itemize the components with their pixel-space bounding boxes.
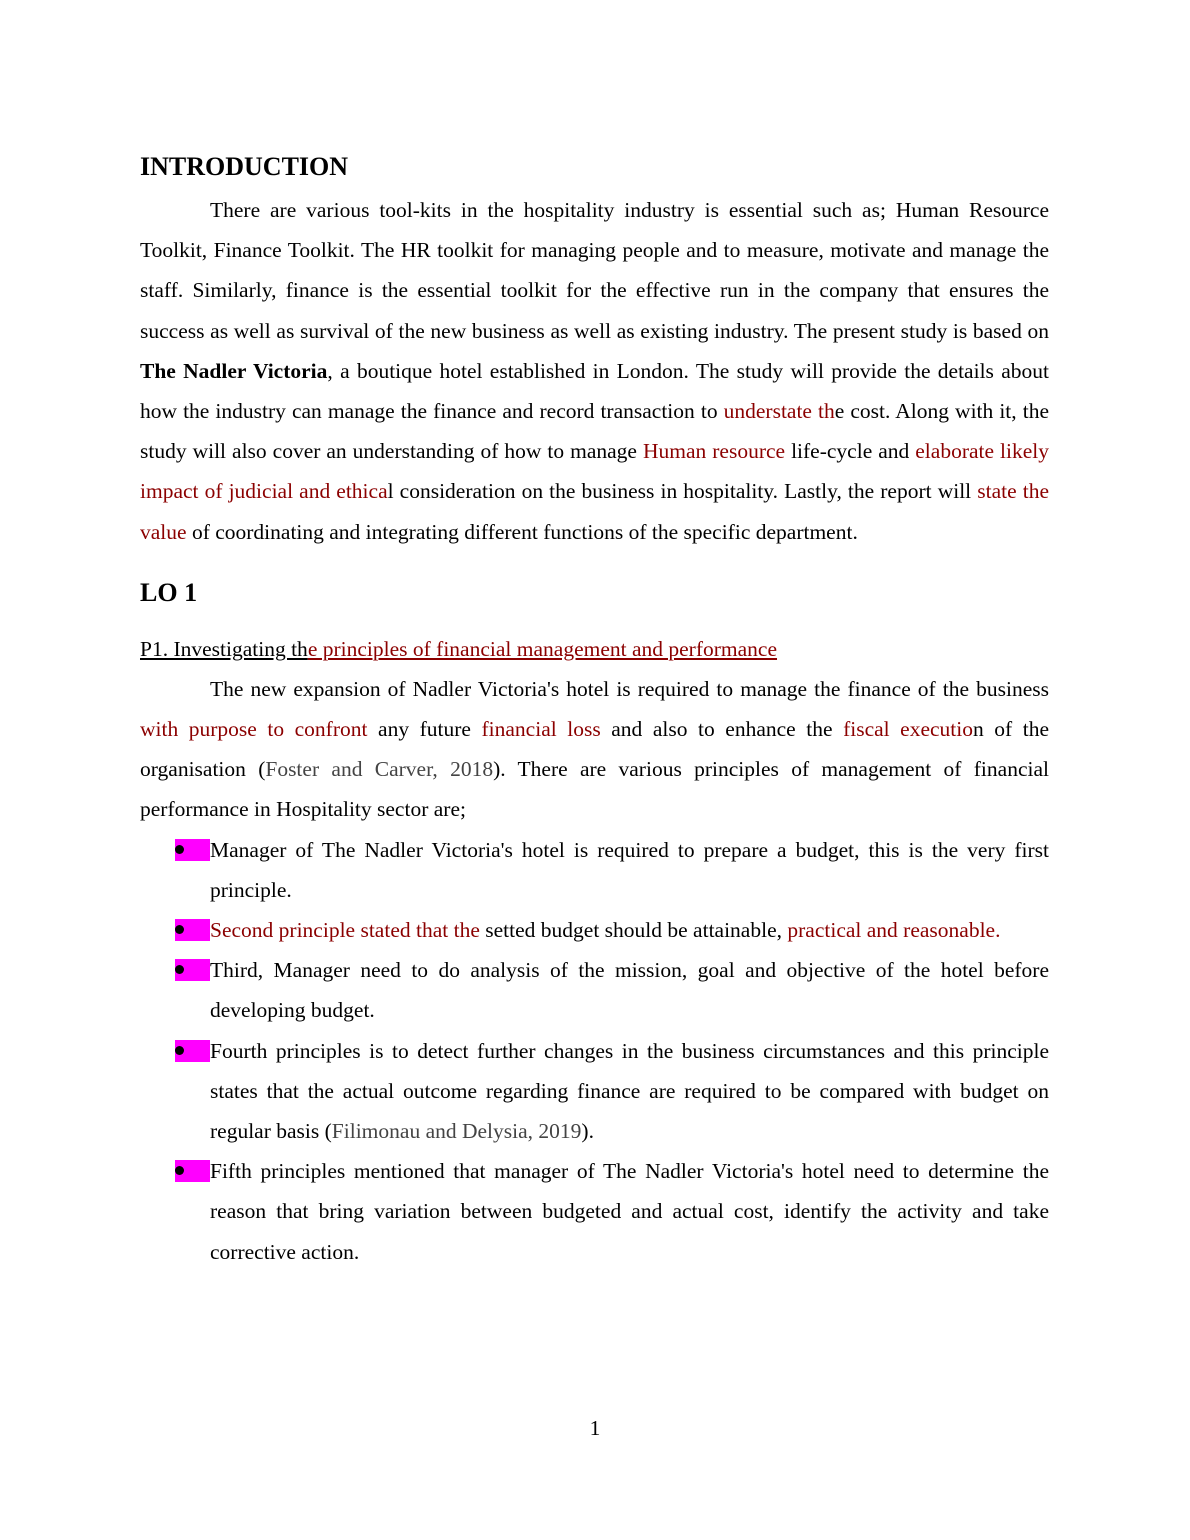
lo1-text-9: ). There are various principles of management of financial performance in Hospitality sector are; <box>140 757 1049 822</box>
intro-text-9: l consideration on the business in hospitality. Lastly, the report will <box>387 479 978 504</box>
intro-text-7: life-cycle and <box>785 439 916 464</box>
intro-revision-4: state the value <box>140 479 1049 544</box>
intro-text-11: of coordinating and integrating different functions of the specific department. <box>186 519 858 544</box>
bullet-icon <box>175 839 210 861</box>
bullet-4-citation: Filimonau and Delysia, 2019 <box>331 1119 582 1144</box>
p1-subheading-black: P1. Investigating th <box>140 636 308 661</box>
list-item <box>140 1031 1049 1152</box>
introduction-heading: INTRODUCTION <box>140 152 349 181</box>
principles-list <box>140 830 1049 1272</box>
bullet-2-text: setted budget should be attainable, <box>479 918 788 943</box>
bullet-2-revision-end: practical and reasonable. <box>787 918 1001 943</box>
intro-text-5: e cost. Along with it, the study will also cover an understanding of how to manage <box>140 399 1049 464</box>
lo1-revision-1: with purpose to confront <box>140 717 368 742</box>
list-item <box>140 910 1049 950</box>
lo1-text-1: The new expansion of Nadler Victoria's hotel is required to manage the finance of the business <box>210 676 1049 701</box>
lo1-revision-2: financial loss <box>481 717 601 742</box>
bullet-icon <box>175 919 210 941</box>
list-item <box>140 950 1049 1030</box>
bullet-4-end: ). <box>581 1119 594 1144</box>
page-content <box>140 148 1049 1272</box>
intro-revision-3: elaborate likely impact of judicial and ethica <box>140 439 1049 504</box>
bullet-text-1: Manager of The Nadler Victoria's hotel is required to prepare a budget, this is the very first principle. <box>210 837 1049 902</box>
intro-revision-1: understate th <box>723 399 835 424</box>
lo1-citation: Foster and Carver, 2018 <box>265 757 494 782</box>
p1-subheading-red: e principles of financial management and performance <box>307 636 778 661</box>
intro-text-1: There are various tool-kits in the hospitality industry is essential such as; Human Resource Toolkit, Finance Toolkit. The HR toolkit for managing people and to measure, motivate and manage the staff. Similarly, finance is the essential toolkit for the effective run in the company that ensures the success as well as survival of the new business as well as existing industry. The present study is based on <box>140 198 1049 343</box>
p1-subheading <box>140 634 1049 664</box>
lo1-revision-3: fiscal executio <box>843 717 973 742</box>
bullet-icon <box>175 1160 210 1182</box>
bullet-2-revision-start: Second principle stated that the <box>210 918 480 943</box>
lo1-text-3: any future <box>367 717 482 742</box>
lo1-heading: LO 1 <box>140 577 198 607</box>
lo1-paragraph <box>140 669 1049 830</box>
bullet-icon <box>175 959 210 981</box>
bullet-4-text: Fourth principles is to detect further changes in the business circumstances and this principle states that the actual outcome regarding finance are required to be compared with budget on regular basis ( <box>210 1038 1049 1144</box>
page-number: 1 <box>589 1416 601 1440</box>
list-item <box>140 1151 1049 1272</box>
list-item <box>140 830 1049 910</box>
lo1-text-7: n of the organisation ( <box>140 717 1050 782</box>
lo1-text-5: and also to enhance the <box>600 717 844 742</box>
introduction-paragraph <box>140 190 1049 552</box>
bullet-icon <box>175 1040 210 1062</box>
bullet-text-3: Third, Manager need to do analysis of the mission, goal and objective of the hotel before developing budget. <box>210 958 1049 1023</box>
hotel-name-bold: The Nadler Victoria <box>140 358 328 383</box>
bullet-text-5: Fifth principles mentioned that manager of The Nadler Victoria's hotel need to determine the reason that bring variation between budgeted and actual cost, identify the activity and take corrective action. <box>210 1159 1049 1264</box>
intro-text-3: , a boutique hotel established in London. The study will provide the details about how the industry can manage the finance and record transaction to <box>140 358 1049 424</box>
intro-revision-2: Human resource <box>642 439 786 464</box>
